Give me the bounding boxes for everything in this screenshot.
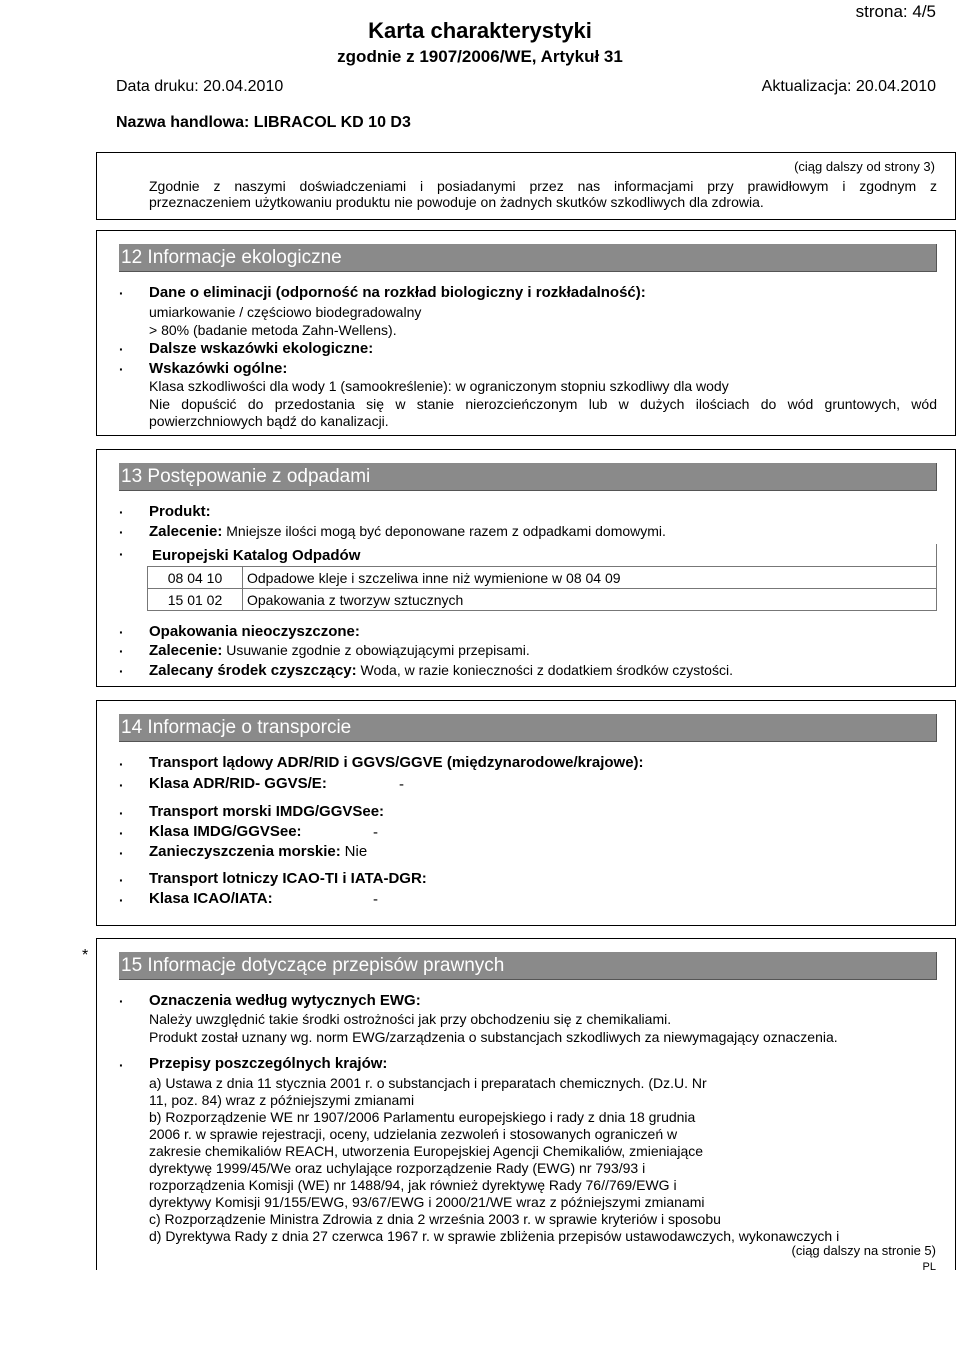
- bullet: ·: [119, 892, 124, 908]
- table-row: [148, 545, 937, 567]
- waste-catalog-heading: Europejski Katalog Odpadów: [148, 545, 937, 567]
- ewg-labelling-heading: Oznaczenia według wytycznych EWG:: [149, 992, 421, 1009]
- regulation-line: zakresie chemikaliów REACH, utworzenia Europejskiej Agencji Chemikaliów, zmieniające: [149, 1143, 704, 1159]
- revision-marker: *: [82, 947, 89, 964]
- table-row: [148, 567, 937, 589]
- groundwater-warning-cont: powierzchniowych bądź do kanalizacji.: [149, 413, 389, 429]
- bullet: ·: [119, 993, 124, 1009]
- product-heading: Produkt:: [149, 503, 211, 520]
- bullet: ·: [119, 285, 124, 301]
- recommendation-1: [149, 523, 666, 540]
- regulation-line: 11, poz. 84) wraz z późniejszymi zmianami: [149, 1092, 415, 1108]
- section-14: [96, 700, 956, 926]
- waste-catalog-table: [147, 544, 937, 611]
- regulation-line: dyrektywę 1999/45/We oraz uchylające rozporządzenie Rady (EWG) nr 793/93 i: [149, 1160, 646, 1176]
- bullet: ·: [119, 845, 124, 861]
- table-row: [148, 589, 937, 611]
- adr-class-label: Klasa ADR/RID- GGVS/E:: [149, 775, 327, 792]
- regulation-line: a) Ustawa z dnia 11 stycznia 2001 r. o substancjach i preparatach chemicznych. (Dz.U. Nr: [149, 1075, 707, 1091]
- section-15: [96, 938, 956, 1270]
- bullet: ·: [119, 1057, 124, 1073]
- cleaning-agent-text: Woda, w razie konieczności z dodatkiem środków czystości.: [360, 662, 733, 678]
- regulation-line: 2006 r. w sprawie rejestracji, oceny, udzielania zezwoleń i stosowanych ograniczeń w: [149, 1126, 678, 1142]
- recommendation-text: Usuwanie zgodnie z obowiązującymi przepisami.: [226, 642, 530, 658]
- general-hints-heading: Wskazówki ogólne:: [149, 360, 288, 377]
- section-14-title: 14 Informacje o transporcie: [119, 714, 937, 742]
- regulation-line: rozporządzenia Komisji (WE) nr 1488/94, jak również dyrektywę Rady 76//769/EWG i: [149, 1177, 677, 1193]
- regulation-line: dyrektywy Komisji 91/155/EWG, 93/67/EWG i 2000/21/WE wraz z późniejszymi zmianami: [149, 1194, 705, 1210]
- air-transport-heading: Transport lotniczy ICAO-TI i IATA-DGR:: [149, 870, 427, 887]
- packaging-heading: Opakowania nieoczyszczone:: [149, 623, 360, 640]
- eco-hints-heading: Dalsze wskazówki ekologiczne:: [149, 340, 374, 357]
- waste-code: 08 04 10: [148, 567, 243, 589]
- recommendation-label: Zalecenie:: [149, 642, 223, 659]
- page-number: strona: 4/5: [855, 2, 936, 21]
- waste-code: 15 01 02: [148, 589, 243, 611]
- bullet: ·: [119, 756, 124, 772]
- print-date: Data druku: 20.04.2010: [116, 78, 284, 95]
- regulation-line: c) Rozporządzenie Ministra Zdrowia z dnia 2 września 2003 r. w sprawie kryteriów i sposobu: [149, 1211, 721, 1227]
- bullet: ·: [119, 805, 124, 821]
- language-code: PL: [922, 1261, 936, 1273]
- land-transport-heading: Transport lądowy ADR/RID i GGVS/GGVE (międzynarodowe/krajowe):: [149, 754, 644, 771]
- section-12: [96, 230, 956, 436]
- waste-description: Opakowania z tworzyw sztucznych: [243, 589, 937, 611]
- bullet: ·: [119, 872, 124, 888]
- section-13-title: 13 Postępowanie z odpadami: [119, 463, 937, 491]
- marine-pollutant-label: Zanieczyszczenia morskie:: [149, 843, 341, 860]
- bullet: ·: [119, 777, 124, 793]
- marine-pollutant-value: Nie: [344, 843, 368, 860]
- continued-on: (ciąg dalszy na stronie 5): [791, 1243, 936, 1258]
- bullet: ·: [119, 663, 124, 679]
- cleaning-agent-label: Zalecany środek czyszczący:: [149, 662, 357, 679]
- recommendation-text: Mniejsze ilości mogą być deponowane razem z odpadkami domowymi.: [226, 523, 666, 539]
- ewg-line-1: Należy uwzględnić takie środki ostrożności jak przy obchodzeniu się z chemikaliami.: [149, 1011, 672, 1027]
- adr-class-value: -: [399, 776, 404, 793]
- bullet: ·: [119, 624, 124, 640]
- cleaning-agent: [149, 662, 733, 679]
- bullet: ·: [119, 825, 124, 841]
- intro-line-2: przeznaczeniem użytkowaniu produktu nie powoduje on żadnych skutków szkodliwych dla zdrowia.: [149, 194, 764, 210]
- icao-class-value: -: [373, 891, 378, 908]
- elimination-line-2: > 80% (badanie metoda Zahn-Wellens).: [149, 322, 397, 338]
- bullet: ·: [119, 504, 124, 520]
- waste-description: Odpadowe kleje i szczeliwa inne niż wymienione w 08 04 09: [243, 567, 937, 589]
- icao-class-label: Klasa ICAO/IATA:: [149, 890, 273, 907]
- intro-box: [96, 152, 956, 220]
- imdg-class-label: Klasa IMDG/GGVSee:: [149, 823, 302, 840]
- document-subtitle: zgodnie z 1907/2006/WE, Artykuł 31: [337, 47, 623, 66]
- document-title: Karta charakterystyki: [368, 18, 592, 43]
- section-12-title: 12 Informacje ekologiczne: [119, 244, 937, 272]
- marine-pollutant: [149, 843, 367, 860]
- sea-transport-heading: Transport morski IMDG/GGVSee:: [149, 803, 385, 820]
- imdg-class-value: -: [373, 824, 378, 841]
- continued-from: (ciąg dalszy od strony 3): [794, 159, 935, 174]
- section-13: [96, 449, 956, 687]
- trade-name: Nazwa handlowa: LIBRACOL KD 10 D3: [116, 114, 411, 131]
- regulation-line: d) Dyrektywa Rady z dnia 27 czerwca 1967 r. w sprawie zbliżenia przepisów ustawodawczych, wykonawczych i: [149, 1228, 840, 1244]
- national-regulations-heading: Przepisy poszczególnych krajów:: [149, 1055, 388, 1072]
- elimination-heading: Dane o eliminacji (odporność na rozkład biologiczny i rozkładalność):: [149, 284, 646, 301]
- bullet: ·: [119, 361, 124, 377]
- section-15-title: 15 Informacje dotyczące przepisów prawnych: [119, 952, 937, 980]
- recommendation-label: Zalecenie:: [149, 523, 223, 540]
- update-date: Aktualizacja: 20.04.2010: [761, 78, 936, 95]
- ewg-line-2: Produkt został uznany wg. norm EWG/zarządzenia o substancjach szkodliwych za niewymagający oznaczenia.: [149, 1029, 838, 1045]
- bullet: ·: [119, 341, 124, 357]
- regulation-line: b) Rozporządzenie WE nr 1907/2006 Parlamentu europejskiego i rady z dnia 18 grudnia: [149, 1109, 696, 1125]
- groundwater-warning: Nie dopuścić do przedostania się w stanie nierozcieńczonym lub w dużych ilościach do wód gruntowych, wód: [149, 396, 937, 412]
- intro-line-1: Zgodnie z naszymi doświadczeniami i posiadanymi przez nas informacjami przy prawidłowym i zgodnym z: [149, 178, 937, 194]
- recommendation-2: [149, 642, 530, 659]
- bullet: ·: [119, 524, 124, 540]
- bullet: ·: [119, 546, 124, 562]
- elimination-line-1: umiarkowanie / częściowo biodegradowalny: [149, 304, 422, 320]
- water-hazard-class: Klasa szkodliwości dla wody 1 (samookreślenie): w ograniczonym stopniu szkodliwy dla wody: [149, 378, 729, 394]
- bullet: ·: [119, 643, 124, 659]
